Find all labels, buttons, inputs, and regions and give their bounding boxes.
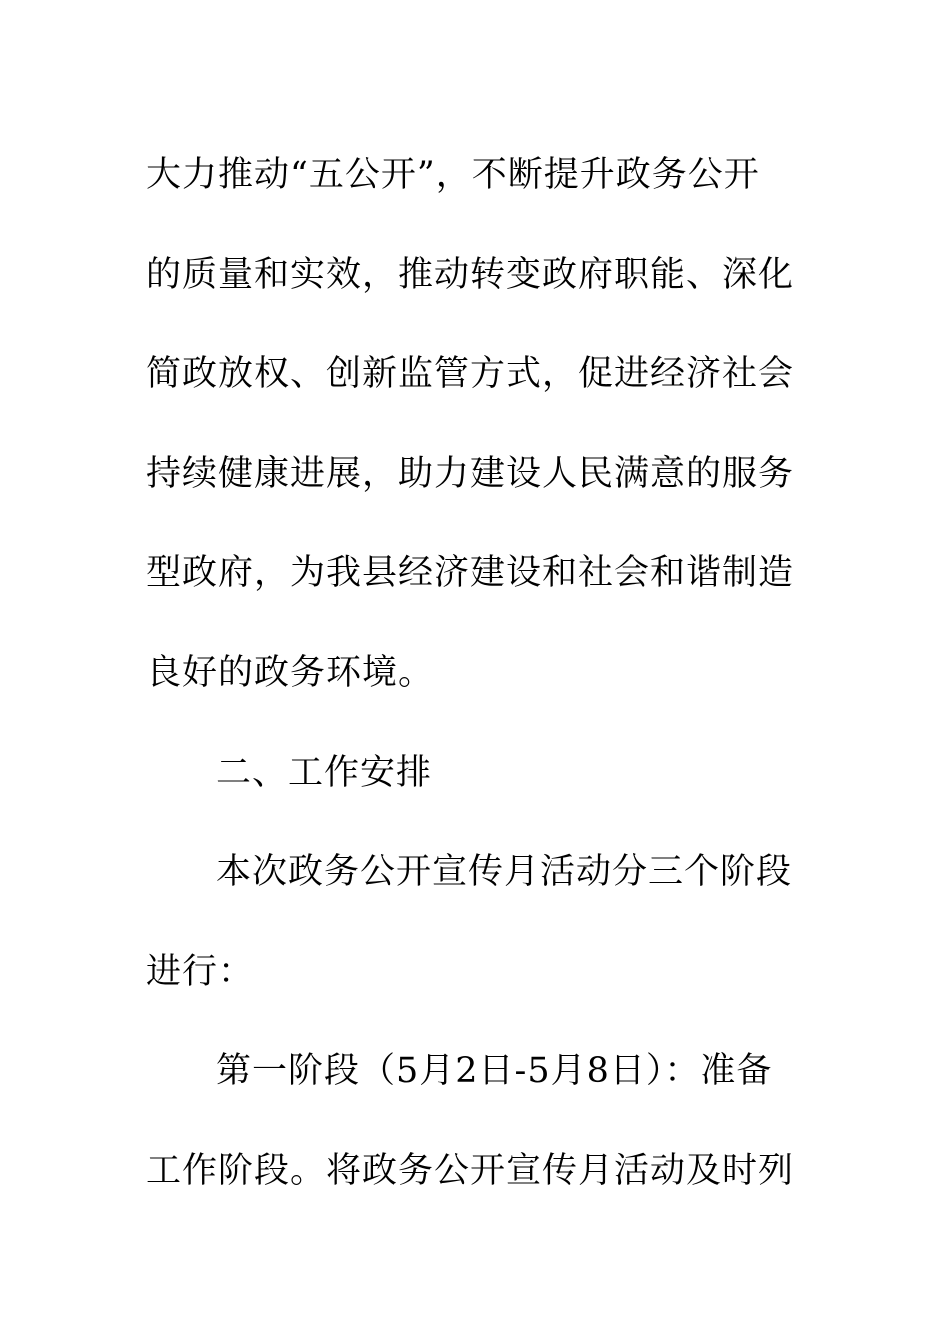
paragraph-line: 大力推动“五公开”，不断提升政务公开 [146,155,760,195]
paragraph-line: 简政放权、创新监管方式，促进经济社会 [146,354,795,395]
section-heading: 二、工作安排 [216,752,433,793]
paragraph-line: 的质量和实效，推动转变政府职能、深化 [146,254,795,295]
paragraph-line: 型政府，为我县经济建设和社会和谐制造 [146,553,795,594]
paragraph-line: 进行： [146,951,255,992]
paragraph-line: 持续健康进展，助力建设人民满意的服务 [146,453,795,494]
paragraph-line: 第一阶段（5月2日-5月8日）：准备 [216,1051,773,1092]
paragraph-line: 本次政务公开宣传月活动分三个阶段 [216,852,793,893]
paragraph-line: 工作阶段。将政务公开宣传月活动及时列 [146,1150,795,1191]
document-body [146,126,826,1222]
paragraph-line: 良好的政务环境。 [146,652,435,693]
